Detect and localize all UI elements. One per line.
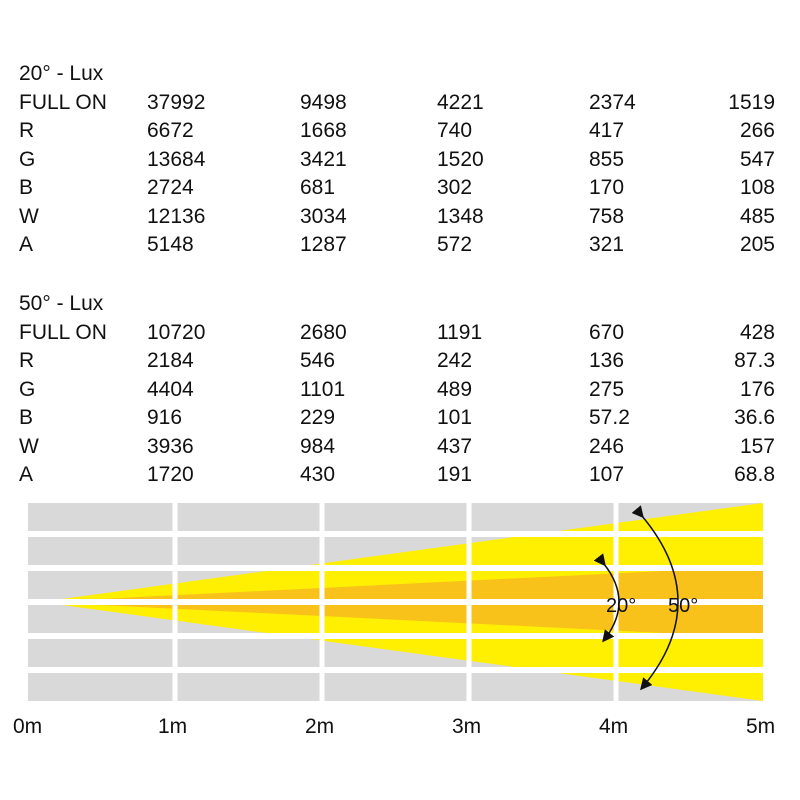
lux-value-3m: 4221 [437,91,484,114]
table-row [0,89,800,117]
row-label: FULL ON [19,91,107,114]
beam-angle-diagram [0,500,800,800]
lux-value-1m: 4404 [147,378,194,401]
table-row [0,231,800,259]
lux-value-4m: 758 [589,205,625,228]
lux-value-5m: 176 [739,378,775,401]
lux-value-5m: 266 [739,119,775,142]
lux-value-2m: 546 [300,349,336,372]
lux-value-2m: 9498 [300,91,347,114]
lux-table-20 [0,60,800,260]
lux-value-3m: 437 [437,435,473,458]
lux-value-3m: 572 [437,233,473,256]
lux-value-1m: 6672 [147,119,194,142]
lux-value-3m: 191 [437,463,473,486]
lux-value-5m: 547 [739,148,775,171]
lux-value-4m: 275 [589,378,625,401]
lux-value-5m: 36.6 [734,406,775,429]
lux-value-1m: 13684 [147,148,206,171]
distance-label: 1m [158,715,188,738]
lux-value-3m: 1191 [437,321,483,344]
lux-value-1m: 37992 [147,91,206,114]
table-row [0,117,800,145]
lux-value-3m: 242 [437,349,473,372]
lux-value-1m: 3936 [147,435,194,458]
distance-axis [13,715,775,738]
lux-value-4m: 321 [589,233,625,256]
lux-value-2m: 681 [300,176,336,199]
lux-value-5m: 87.3 [734,349,775,372]
row-label: B [19,176,34,199]
lux-value-2m: 1101 [300,378,346,401]
lux-value-4m: 136 [589,349,625,372]
lux-value-2m: 3421 [300,148,347,171]
lux-value-5m: 205 [739,233,775,256]
lux-value-2m: 1668 [300,119,347,142]
lux-value-1m: 2184 [147,349,194,372]
lux-value-4m: 170 [589,176,625,199]
lux-value-5m: 485 [739,205,775,228]
lux-table-50 [0,290,800,490]
table-row [0,461,800,489]
row-label: R [19,349,35,372]
lux-value-4m: 2374 [589,91,636,114]
distance-label: 5m [746,715,776,738]
row-label: A [19,233,34,256]
lux-value-2m: 984 [300,435,336,458]
row-label: W [19,205,39,228]
lux-value-2m: 2680 [300,321,347,344]
lux-value-4m: 855 [589,148,625,171]
distance-label: 0m [13,715,43,738]
lux-value-4m: 417 [589,119,625,142]
table-title-20: 20° - Lux [19,62,104,85]
table-row [0,174,800,202]
lux-value-3m: 1348 [437,205,484,228]
table-row [0,319,800,347]
lux-value-3m: 1520 [437,148,484,171]
lux-value-3m: 302 [437,176,473,199]
lux-value-1m: 10720 [147,321,206,344]
table-row [0,404,800,432]
row-label: B [19,406,34,429]
row-label: FULL ON [19,321,107,344]
table-row [0,433,800,461]
table-row [0,203,800,231]
lux-value-1m: 2724 [147,176,194,199]
table-title-50: 50° - Lux [19,292,104,315]
lux-value-4m: 246 [589,435,625,458]
row-label: G [19,148,36,171]
lux-value-5m: 157 [739,435,775,458]
lux-value-1m: 916 [147,406,183,429]
lux-value-2m: 229 [300,406,336,429]
row-label: G [19,378,36,401]
distance-label: 2m [305,715,335,738]
lux-value-3m: 740 [437,119,473,142]
lux-value-2m: 1287 [300,233,347,256]
lux-value-5m: 1519 [728,91,775,114]
row-label: A [19,463,34,486]
lux-value-5m: 108 [739,176,775,199]
lux-value-3m: 489 [437,378,473,401]
lux-value-1m: 12136 [147,205,206,228]
lux-value-4m: 670 [589,321,625,344]
row-label: W [19,435,39,458]
lux-value-2m: 3034 [300,205,347,228]
lux-value-4m: 107 [589,463,625,486]
distance-label: 4m [599,715,629,738]
lux-value-1m: 1720 [147,463,194,486]
table-row [0,376,800,404]
lux-value-5m: 68.8 [734,463,775,486]
lux-value-2m: 430 [300,463,336,486]
angle-label-20: 20° [606,595,637,617]
lux-value-4m: 57.2 [589,406,630,429]
angle-label-50: 50° [668,595,699,617]
lux-value-3m: 101 [437,406,473,429]
row-label: R [19,119,35,142]
table-row [0,146,800,174]
distance-label: 3m [452,715,482,738]
lux-value-5m: 428 [739,321,775,344]
table-row [0,347,800,375]
lux-value-1m: 5148 [147,233,194,256]
